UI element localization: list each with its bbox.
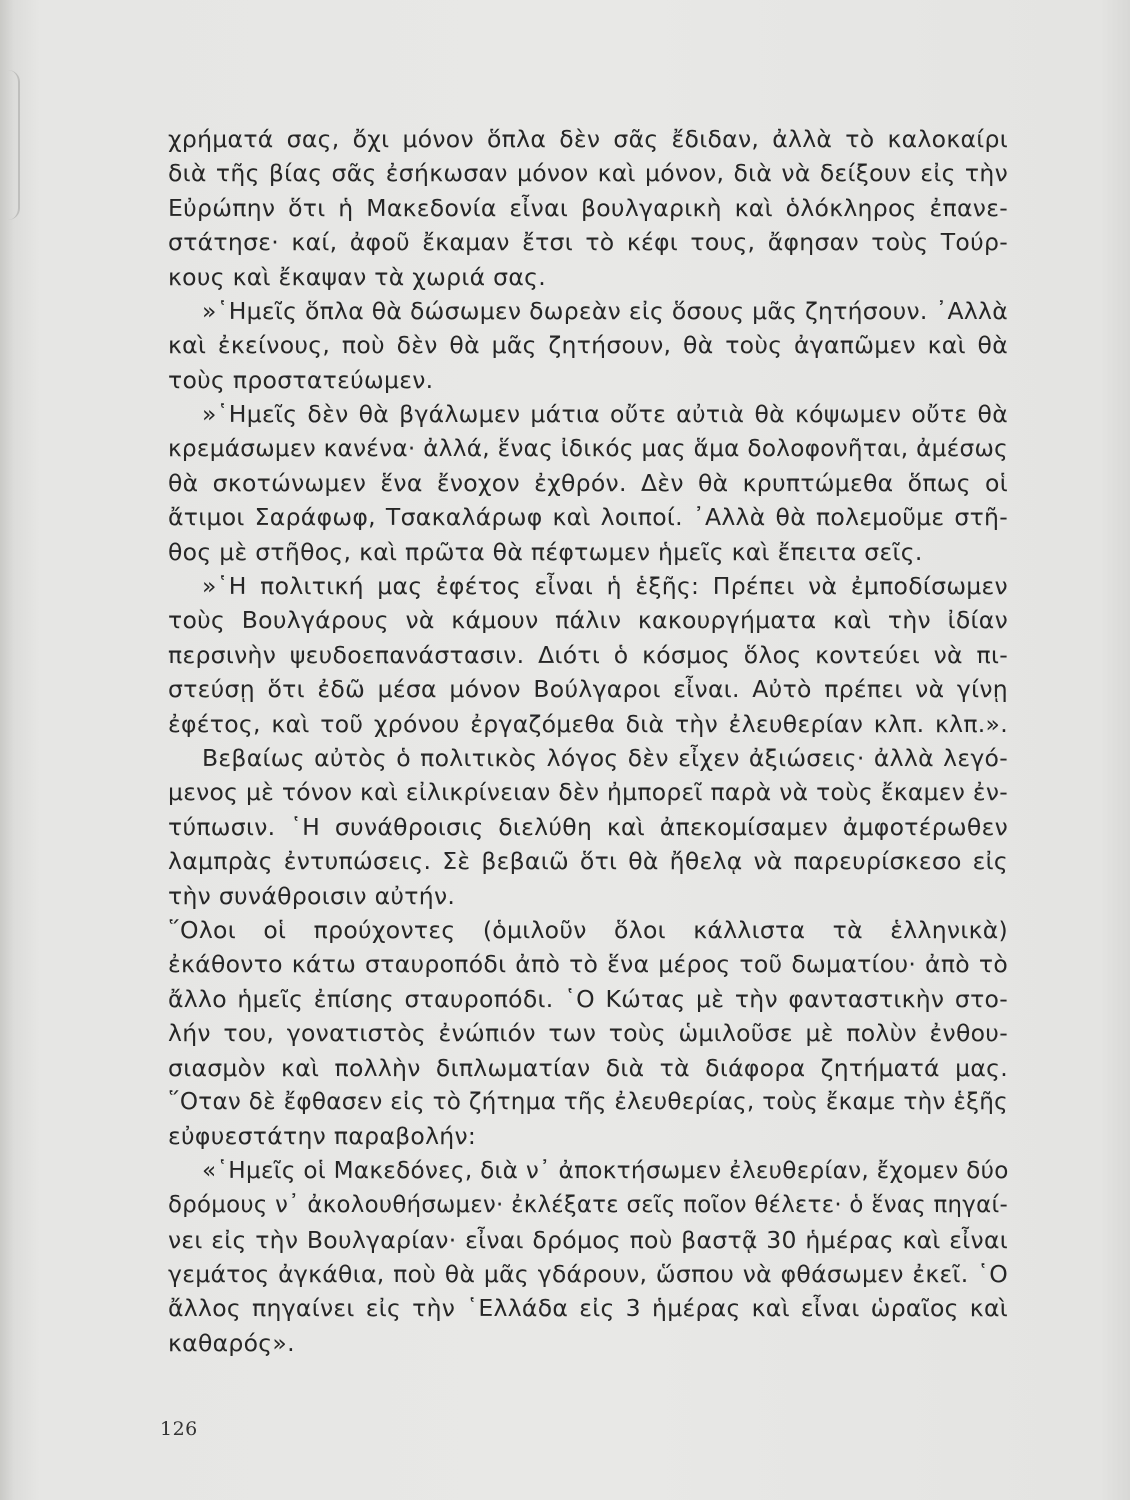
text-line: τὴν συνάθροισιν αὐτήν.: [168, 881, 456, 910]
text-line: στάτησε· καί, ἀφοῦ ἔκαμαν ἔτσι τὸ κέφι τους, ἄφησαν τοὺς Τούρ-: [168, 228, 1008, 257]
text-line: νει εἰς τὴν Βουλγαρίαν· εἶναι δρόμος ποὺ βαστᾷ 30 ἡμέρας καὶ εἶναι: [168, 1225, 1008, 1254]
text-line: καὶ ἐκείνους, ποὺ δὲν θὰ μᾶς ζητήσουν, θὰ τοὺς ἀγαπῶμεν καὶ θὰ: [168, 331, 1008, 360]
text-line: ἐφέτος, καὶ τοῦ χρόνου ἐργαζόμεθα διὰ τὴν ἐλευθερίαν κλπ. κλπ.».: [168, 709, 1008, 738]
text-line: γεμάτος ἀγκάθια, ποὺ θὰ μᾶς γδάρουν, ὥσπου νὰ φθάσωμεν ἐκεῖ. ῾Ο: [168, 1259, 1008, 1288]
body-text: [168, 122, 1008, 1360]
text-line: «῾Ημεῖς οἱ Μακεδόνες, διὰ ν᾿ ἀποκτήσωμεν ἐλευθερίαν, ἔχομεν δύο: [202, 1157, 1009, 1184]
text-line: ἄλλος πηγαίνει εἰς τὴν ῾Ελλάδα εἰς 3 ἡμέρας καὶ εἶναι ὡραῖος καὶ: [168, 1294, 1008, 1323]
text-line: περσινὴν ψευδοεπανάστασιν. Διότι ὁ κόσμος ὅλος κοντεύει νὰ πι-: [168, 640, 1008, 669]
text-line: τύπωσιν. ῾Η συνάθροισις διελύθη καὶ ἀπεκομίσαμεν ἀμφοτέρωθεν: [168, 812, 1008, 841]
text-line: χρήματά σας, ὄχι μόνον ὅπλα δὲν σᾶς ἔδιδαν, ἀλλὰ τὸ καλοκαίρι: [168, 125, 1008, 153]
binding-shadow: [0, 70, 20, 220]
text-line: σιασμὸν καὶ πολλὴν διπλωματίαν διὰ τὰ διάφορα ζητήματά μας.: [168, 1053, 1008, 1082]
text-line: ἄτιμοι Σαράφωφ, Τσακαλάρωφ καὶ λοιποί. ᾿Αλλὰ θὰ πολεμοῦμε στῆ-: [168, 503, 1008, 532]
text-line: ῞Οταν δὲ ἔφθασεν εἰς τὸ ζήτημα τῆς ἐλευθερίας, τοὺς ἔκαμε τὴν ἑξῆς: [168, 1088, 1008, 1115]
text-line: »῾Ημεῖς ὅπλα θὰ δώσωμεν δωρεὰν εἰς ὅσους μᾶς ζητήσουν. ᾿Αλλὰ: [202, 296, 1008, 325]
text-line: Βεβαίως αὐτὸς ὁ πολιτικὸς λόγος δὲν εἶχεν ἀξιώσεις· ἀλλὰ λεγό-: [202, 744, 1008, 773]
text-line: ῞Ολοι οἱ προύχοντες (ὁμιλοῦν ὅλοι κάλλιστα τὰ ἑλληνικὰ): [168, 915, 1008, 944]
text-line: λαμπρὰς ἐντυπώσεις. Σὲ βεβαιῶ ὅτι θὰ ἤθελᾳ νὰ παρευρίσκεσο εἰς: [168, 847, 1008, 876]
text-line: μενος μὲ τόνον καὶ εἰλικρίνειαν δὲν ἠμπορεῖ παρὰ νὰ τοὺς ἔκαμεν ἐν-: [168, 778, 1008, 807]
text-line: θος μὲ στῆθος, καὶ πρῶτα θὰ πέφτωμεν ἡμεῖς καὶ ἔπειτα σεῖς.: [168, 537, 923, 566]
text-line: Εὐρώπην ὅτι ἡ Μακεδονία εἶναι βουλγαρικὴ καὶ ὁλόκληρος ἐπανε-: [168, 193, 1008, 222]
text-line: εὐφυεστάτην παραβολήν:: [168, 1122, 477, 1151]
text-line: τοὺς Βουλγάρους νὰ κάμουν πάλιν κακουργήματα καὶ τὴν ἰδίαν: [168, 606, 1008, 635]
text-line: δρόμους ν᾿ ἀκολουθήσωμεν· ἐκλέξατε σεῖς ποῖον θέλετε· ὁ ἕνας πηγαί-: [168, 1192, 1008, 1219]
text-line: »῾Ημεῖς δὲν θὰ βγάλωμεν μάτια οὔτε αὐτιὰ θὰ κόψωμεν οὔτε θὰ: [202, 400, 1008, 429]
text-line: κους καὶ ἔκαψαν τὰ χωριά σας.: [168, 262, 547, 291]
text-line: ἄλλο ἡμεῖς ἐπίσης σταυροπόδι. ῾Ο Κώτας μὲ τὴν φανταστικὴν στο-: [168, 984, 1008, 1013]
text-line: τοὺς προστατεύωμεν.: [168, 365, 434, 394]
text-line: διὰ τῆς βίας σᾶς ἐσήκωσαν μόνον καὶ μόνον, διὰ νὰ δείξουν εἰς τὴν: [168, 159, 1008, 188]
text-line: κρεμάσωμεν κανένα· ἀλλά, ἕνας ἰδικός μας ἅμα δολοφονῆται, ἀμέσως: [168, 435, 1008, 462]
text-line: ἐκάθοντο κάτω σταυροπόδι ἀπὸ τὸ ἕνα μέρος τοῦ δωματίου· ἀπὸ τὸ: [168, 950, 1008, 979]
page-number: 126: [160, 1418, 198, 1440]
text-line: καθαρός».: [168, 1328, 295, 1357]
text-line: στεύσῃ ὅτι ἐδῶ μέσα μόνον Βούλγαροι εἶναι. Αὐτὸ πρέπει νὰ γίνῃ: [168, 675, 1008, 704]
text-line: θὰ σκοτώνωμεν ἕνα ἔνοχον ἐχθρόν. Δὲν θὰ κρυπτώμεθα ὅπως οἱ: [168, 468, 1008, 497]
text-line: »῾Η πολιτική μας ἐφέτος εἶναι ἡ ἑξῆς: Πρέπει νὰ ἐμποδίσωμεν: [202, 572, 1008, 601]
text-line: λήν του, γονατιστὸς ἐνώπιόν των τοὺς ὡμιλοῦσε μὲ πολὺν ἐνθου-: [168, 1019, 1008, 1048]
